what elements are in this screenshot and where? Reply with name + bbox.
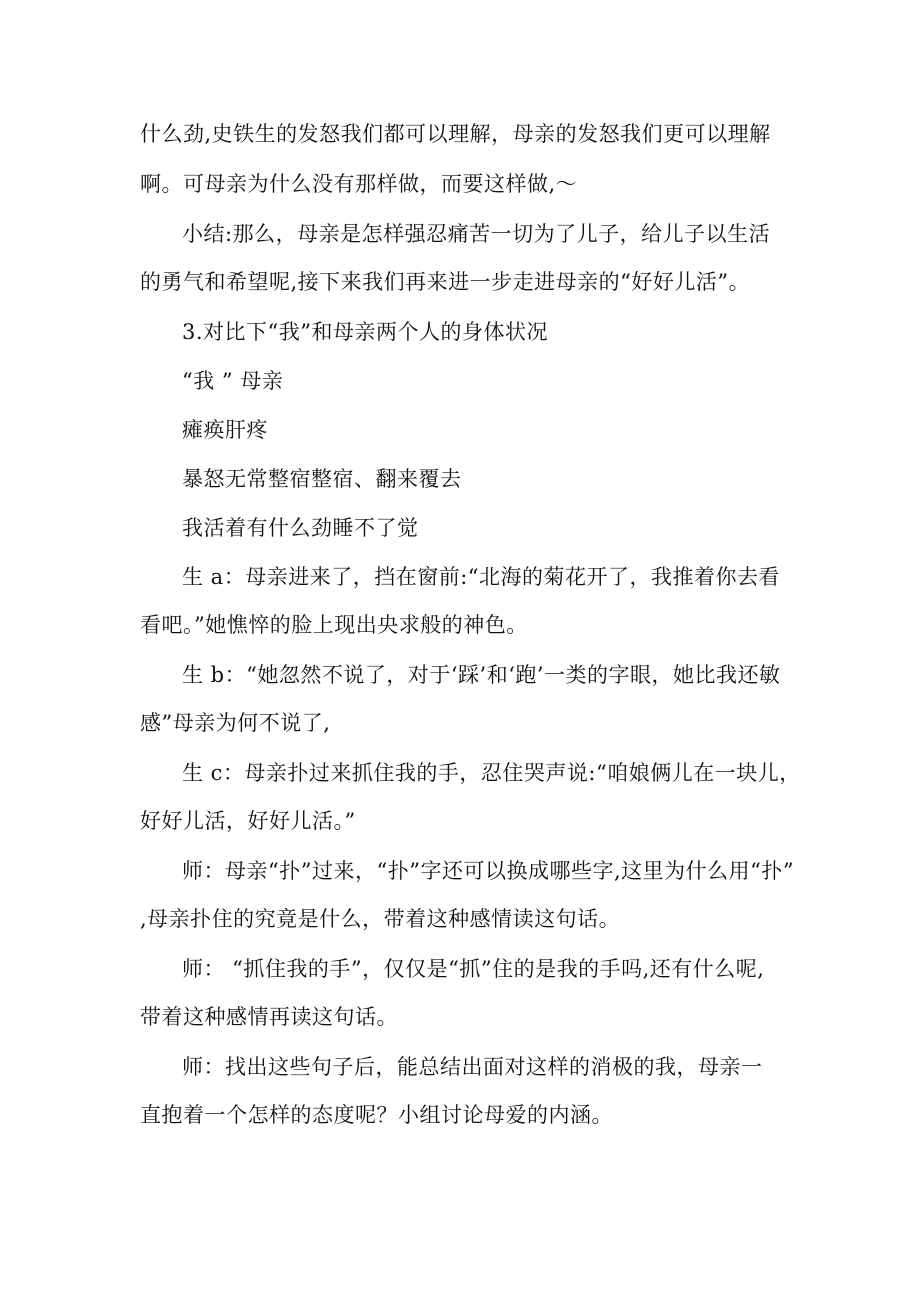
comparison-row: 暴怒无常整宿整宿、翻来覆去 xyxy=(182,467,462,491)
comparison-header: “我 ” 母亲 xyxy=(182,369,284,393)
text-line: 生 b：“她忽然不说了，对于‘踩’和‘跑’一类的字眼，她比我还敏 xyxy=(182,663,781,687)
text-line: 直抱着一个怎样的态度呢？小组讨论母爱的内涵。 xyxy=(140,1103,613,1127)
text-line: 看吧。”她憔悴的脸上现出央求般的神色。 xyxy=(140,613,528,637)
text-line: 什么劲,史铁生的发怒我们都可以理解，母亲的发怒我们更可以理解 xyxy=(140,122,771,146)
text-line: 好好儿活，好好儿活。” xyxy=(140,809,356,833)
text-line: 感”母亲为何不说了, xyxy=(140,711,331,735)
comparison-row: 我活着有什么劲睡不了觉 xyxy=(182,516,419,540)
text-line: ,母亲扑住的究竟是什么，带着这种感情读这句话。 xyxy=(140,907,621,931)
text-line: 师： “抓住我的手”，仅仅是“抓”住的是我的手吗,还有什么呢, xyxy=(182,957,765,981)
text-line: 生 c：母亲扑过来抓住我的手，忍住哭声说:“咱娘俩儿在一块儿， xyxy=(182,761,801,785)
text-line: 生 a：母亲进来了，挡在窗前:“北海的菊花开了，我推着你去看 xyxy=(182,565,781,589)
comparison-row: 瘫痪肝疼 xyxy=(182,418,268,442)
text-line: 师：找出这些句子后，能总结出面对这样的消极的我，母亲一 xyxy=(182,1055,763,1079)
text-line: 带着这种感情再读这句话。 xyxy=(140,1005,398,1029)
text-line: 师：母亲“扑”过来，“扑”字还可以换成哪些字,这里为什么用“扑” xyxy=(182,859,795,883)
text-line: 小结:那么，母亲是怎样强忍痛苦一切为了儿子，给儿子以生活 xyxy=(182,222,771,246)
section-heading: 3.对比下“我”和母亲两个人的身体状况 xyxy=(182,320,549,344)
text-line: 啊。可母亲为什么没有那样做，而要这样做,～ xyxy=(140,172,578,196)
text-line: 的勇气和希望呢,接下来我们再来进一步走进母亲的“好好儿活”。 xyxy=(140,270,751,294)
